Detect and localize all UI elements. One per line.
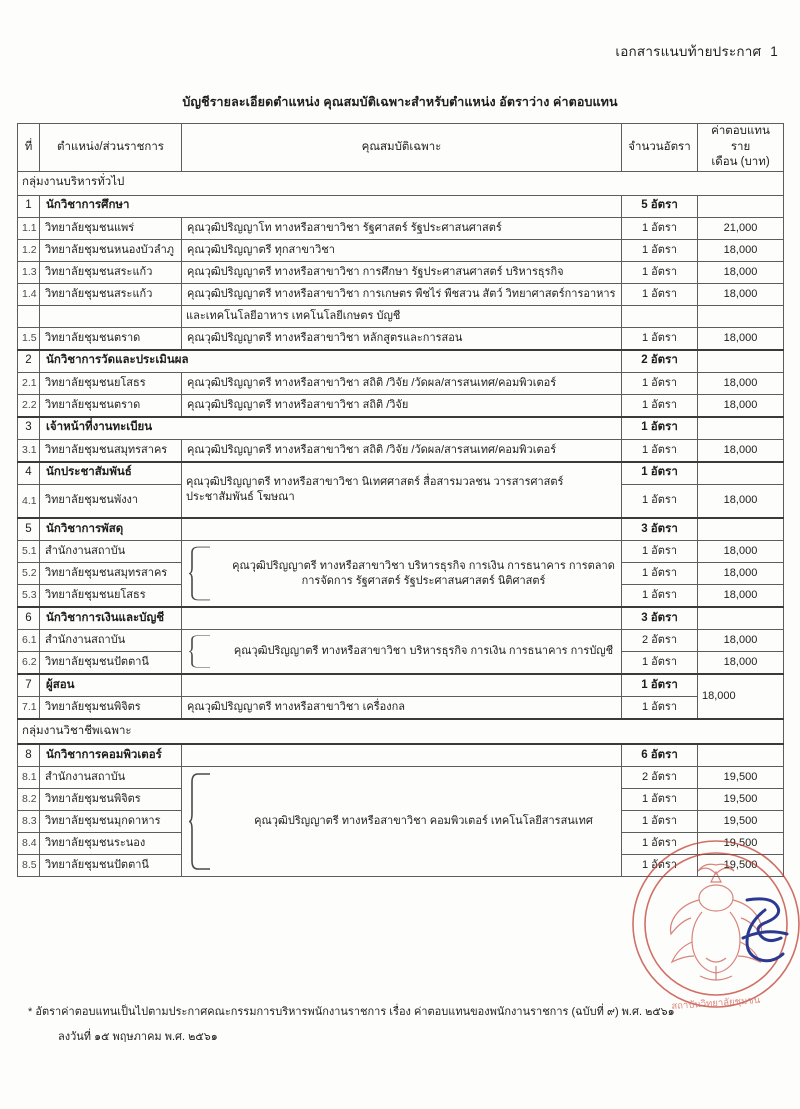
section-count: 5 อัตรา [622,195,698,217]
row-org: สำนักงานสถาบัน [40,630,182,652]
section-row [18,350,784,373]
row-salary: 18,000 [698,283,784,305]
row-count: 1 อัตรา [622,239,698,261]
section-name: ผู้สอน [40,674,182,697]
row-salary: 19,500 [698,811,784,833]
row-org: วิทยาลัยชุมชนแพร่ [40,217,182,239]
table-row [18,697,784,720]
row-no: 6.1 [18,630,40,652]
section-no: 1 [18,195,40,217]
group-header-row [18,171,784,195]
row-no: 8.5 [18,855,40,877]
row-qualification: คุณวุฒิปริญญาโท ทางหรือสาขาวิชา รัฐศาสตร์ รัฐประศาสนศาสตร์ [182,217,622,239]
section-row [18,607,784,630]
row-count: 2 อัตรา [622,767,698,789]
row-count: 1 อัตรา [622,855,698,877]
row-qualification: คุณวุฒิปริญญาตรี ทางหรือสาขาวิชา เครื่องกล [182,697,622,720]
row-org: วิทยาลัยชุมชนสมุทรสาคร [40,563,182,585]
section-salary [698,195,784,217]
section-salary: 18,000 [698,674,784,719]
row-salary: 18,000 [698,484,784,518]
grouped-qualification-line2: การจัดการ รัฐศาสตร์ รัฐประศาสนศาสตร์ นิติศาสตร์ [301,574,546,587]
row-org: วิทยาลัยชุมชนมุกดาหาร [40,811,182,833]
positions-table [17,123,784,877]
table-row [18,541,784,563]
section-salary [698,350,784,373]
row-salary: 18,000 [698,327,784,350]
row-no: 1.4 [18,283,40,305]
grouped-qualification-line1: คุณวุฒิปริญญาตรี ทางหรือสาขาวิชา บริหารธุรกิจ การเงิน การธนาคาร การบัญชี [233,645,614,658]
row-count: 2 อัตรา [622,630,698,652]
section-count: 2 อัตรา [622,350,698,373]
row-org: วิทยาลัยชุมชนสระแก้ว [40,261,182,283]
row-qualification: คุณวุฒิปริญญาตรี ทางหรือสาขาวิชา สถิติ /วิจัย /วัดผล/สารสนเทศ/คอมพิวเตอร์ [182,372,622,394]
grouped-qualification-line1: คุณวุฒิปริญญาตรี ทางหรือสาขาวิชา คอมพิวเตอร์ เทคโนโลยีสารสนเทศ [254,815,593,828]
curly-brace-icon [188,546,214,601]
section-salary [698,744,784,767]
row-org: วิทยาลัยชุมชนระนอง [40,833,182,855]
row-salary: 18,000 [698,239,784,261]
group-label-professional: กลุ่มงานวิชาชีพเฉพาะ [18,719,784,744]
row-salary: 18,000 [698,394,784,417]
table-row [18,261,784,283]
row-org: วิทยาลัยชุมชนตราด [40,394,182,417]
row-no: 6.2 [18,652,40,675]
group-header-row [18,719,784,744]
row-salary-empty [698,305,784,327]
row-salary: 18,000 [698,439,784,462]
section-no: 3 [18,417,40,440]
section-row [18,744,784,767]
row-salary: 19,500 [698,767,784,789]
page-title: บัญชีรายละเอียดตำแหน่ง คุณสมบัติเฉพาะสำหรับตำแหน่ง อัตราว่าง ค่าตอบแทน [182,95,618,109]
attachment-label: เอกสารแนบท้ายประกาศ [615,44,762,59]
table-row [18,217,784,239]
footnote-date: ลงวันที่ ๑๕ พฤษภาคม พ.ศ. ๒๕๖๑ [58,1031,218,1043]
row-org: วิทยาลัยชุมชนปัตตานี [40,652,182,675]
row-no: 8.1 [18,767,40,789]
col-header-no: ที่ [18,124,40,172]
row-salary: 18,000 [698,585,784,608]
row-salary: 19,500 [698,855,784,877]
section-name: นักวิชาการคอมพิวเตอร์ [40,744,182,767]
row-salary: 21,000 [698,217,784,239]
section-salary [698,417,784,440]
row-no: 1.1 [18,217,40,239]
row-org-empty [40,305,182,327]
row-count: 1 อัตรา [622,327,698,350]
group-label-general-admin: กลุ่มงานบริหารทั่วไป [18,171,784,195]
section-row [18,674,784,697]
section-row [18,195,784,217]
row-count: 1 อัตรา [622,484,698,518]
section-no: 7 [18,674,40,697]
row-qualification-line1: คุณวุฒิปริญญาตรี ทางหรือสาขาวิชา นิเทศศาสตร์ สื่อสารมวลชน วารสารศาสตร์ [186,475,564,488]
section-count: 1 อัตรา [622,417,698,440]
row-salary: 18,000 [698,261,784,283]
row-count: 1 อัตรา [622,789,698,811]
row-count: 1 อัตรา [622,585,698,608]
row-salary: 18,000 [698,563,784,585]
row-count: 1 อัตรา [622,652,698,675]
row-qualification: คุณวุฒิปริญญาตรี ทางหรือสาขาวิชา การศึกษา รัฐประศาสนศาสตร์ บริหารธุรกิจ [182,261,622,283]
section-no: 2 [18,350,40,373]
col-header-salary-line2: เดือน (บาท) [711,156,770,169]
row-count: 1 อัตรา [622,261,698,283]
section-row [18,462,784,485]
row-qualification: คุณวุฒิปริญญาตรี ทางหรือสาขาวิชา สถิติ /วิจัย [182,394,622,417]
row-org: วิทยาลัยชุมชนพิจิตร [40,697,182,720]
section-row [18,518,784,541]
table-row [18,239,784,261]
row-count: 1 อัตรา [622,811,698,833]
section-count: 3 อัตรา [622,607,698,630]
row-org: วิทยาลัยชุมชนสมุทรสาคร [40,439,182,462]
table-row [18,372,784,394]
table-row [18,439,784,462]
attachment-number: 1 [770,44,778,59]
row-count: 1 อัตรา [622,439,698,462]
section-salary [698,518,784,541]
row-count-empty [622,305,698,327]
row-org: วิทยาลัยชุมชนหนองบัวลำภู [40,239,182,261]
row-no-empty [18,305,40,327]
row-no: 1.2 [18,239,40,261]
table-row [18,630,784,652]
signature-mark [735,890,800,968]
row-org: วิทยาลัยชุมชนยโสธร [40,585,182,608]
row-salary: 19,500 [698,789,784,811]
section-salary [698,462,784,485]
row-salary: 18,000 [698,541,784,563]
table-header [18,124,784,172]
row-count: 1 อัตรา [622,394,698,417]
row-no: 8.2 [18,789,40,811]
row-org: วิทยาลัยชุมชนยโสธร [40,372,182,394]
row-org: วิทยาลัยชุมชนสระแก้ว [40,283,182,305]
row-org: วิทยาลัยชุมชนพังงา [40,484,182,518]
row-org: สำนักงานสถาบัน [40,541,182,563]
row-qualification: คุณวุฒิปริญญาตรี ทุกสาขาวิชา [182,239,622,261]
attachment-header [615,40,778,62]
col-header-count: จำนวนอัตรา [622,124,698,172]
row-qualification-line2: ประชาสัมพันธ์ โฆษณา [186,490,295,503]
row-no: 8.4 [18,833,40,855]
col-header-org: ตำแหน่ง/ส่วนราชการ [40,124,182,172]
section-count: 3 อัตรา [622,518,698,541]
row-count: 1 อัตรา [622,217,698,239]
row-no: 3.1 [18,439,40,462]
row-count: 1 อัตรา [622,541,698,563]
section-name: นักประชาสัมพันธ์ [40,462,182,485]
header-row [18,124,784,172]
row-qualification [182,462,622,519]
section-name: นักวิชาการพัสดุ [40,518,182,541]
row-qualification: คุณวุฒิปริญญาตรี ทางหรือสาขาวิชา สถิติ /วิจัย /วัดผล/สารสนเทศ/คอมพิวเตอร์ [182,439,622,462]
row-count: 1 อัตรา [622,833,698,855]
row-no: 2.1 [18,372,40,394]
row-no: 7.1 [18,697,40,720]
table-row [18,283,784,305]
grouped-qualification [182,630,622,675]
row-no: 5.1 [18,541,40,563]
section-name: นักวิชาการเงินและบัญชี [40,607,182,630]
col-header-qualification: คุณสมบัติเฉพาะ [182,124,622,172]
grouped-qualification [182,767,622,877]
row-no: 8.3 [18,811,40,833]
section-no: 5 [18,518,40,541]
section-qualification-empty [182,518,622,541]
table-row [18,767,784,789]
table-body [18,171,784,877]
table-row [18,394,784,417]
row-no: 5.3 [18,585,40,608]
row-salary: 18,000 [698,652,784,675]
section-name: เจ้าหน้าที่งานทะเบียน [40,417,622,440]
section-no: 4 [18,462,40,485]
section-no: 6 [18,607,40,630]
curly-brace-icon [188,635,214,668]
row-count: 1 อัตรา [622,372,698,394]
section-qualification-empty [182,607,622,630]
row-no: 1.5 [18,327,40,350]
row-count: 1 อัตรา [622,563,698,585]
section-salary [698,607,784,630]
grouped-qualification [182,541,622,608]
row-org: วิทยาลัยชุมชนพิจิตร [40,789,182,811]
row-qualification: คุณวุฒิปริญญาตรี ทางหรือสาขาวิชา การเกษตร พืชไร่ พืชสวน สัตว์ วิทยาศาสตร์การอาหาร [182,283,622,305]
row-salary: 18,000 [698,372,784,394]
section-count: 1 อัตรา [622,462,698,485]
row-salary: 18,000 [698,630,784,652]
row-qualification: คุณวุฒิปริญญาตรี ทางหรือสาขาวิชา หลักสูตรและการสอน [182,327,622,350]
footnote-text: * อัตราค่าตอบแทนเป็นไปตามประกาศคณะกรรมการบริหารพนักงานราชการ เรื่อง ค่าตอบแทนของพนักงานราชการ (ฉบับที่ ๙) พ.ศ. ๒๕๖๑ [28,1006,675,1018]
col-header-salary [698,124,784,172]
section-qualification-empty [182,674,622,697]
curly-brace-icon [188,772,214,871]
row-salary: 19,500 [698,833,784,855]
row-org: วิทยาลัยชุมชนปัตตานี [40,855,182,877]
row-org: สำนักงานสถาบัน [40,767,182,789]
section-qualification-empty [182,744,622,767]
grouped-qualification-line1: คุณวุฒิปริญญาตรี ทางหรือสาขาวิชา บริหารธุรกิจ การเงิน การธนาคาร การตลาด [232,559,615,572]
row-org: วิทยาลัยชุมชนตราด [40,327,182,350]
section-name: นักวิชาการวัดและประเมินผล [40,350,622,373]
section-count: 1 อัตรา [622,674,698,697]
section-row [18,417,784,440]
section-no: 8 [18,744,40,767]
section-count: 6 อัตรา [622,744,698,767]
section-name: นักวิชาการศึกษา [40,195,622,217]
row-no: 4.1 [18,484,40,518]
table-row-continuation [18,305,784,327]
table-row [18,327,784,350]
row-no: 5.2 [18,563,40,585]
svg-text:สถาบันวิทยาลัยชุมชน: สถาบันวิทยาลัยชุมชน [671,994,761,1010]
row-no: 2.2 [18,394,40,417]
col-header-salary-line1: ค่าตอบแทนราย [711,125,770,153]
row-count: 1 อัตรา [622,697,698,720]
row-qualification-line2: และเทคโนโลยีอาหาร เทคโนโลยีเกษตร บัญชี [182,305,622,327]
row-no: 1.3 [18,261,40,283]
row-count: 1 อัตรา [622,283,698,305]
